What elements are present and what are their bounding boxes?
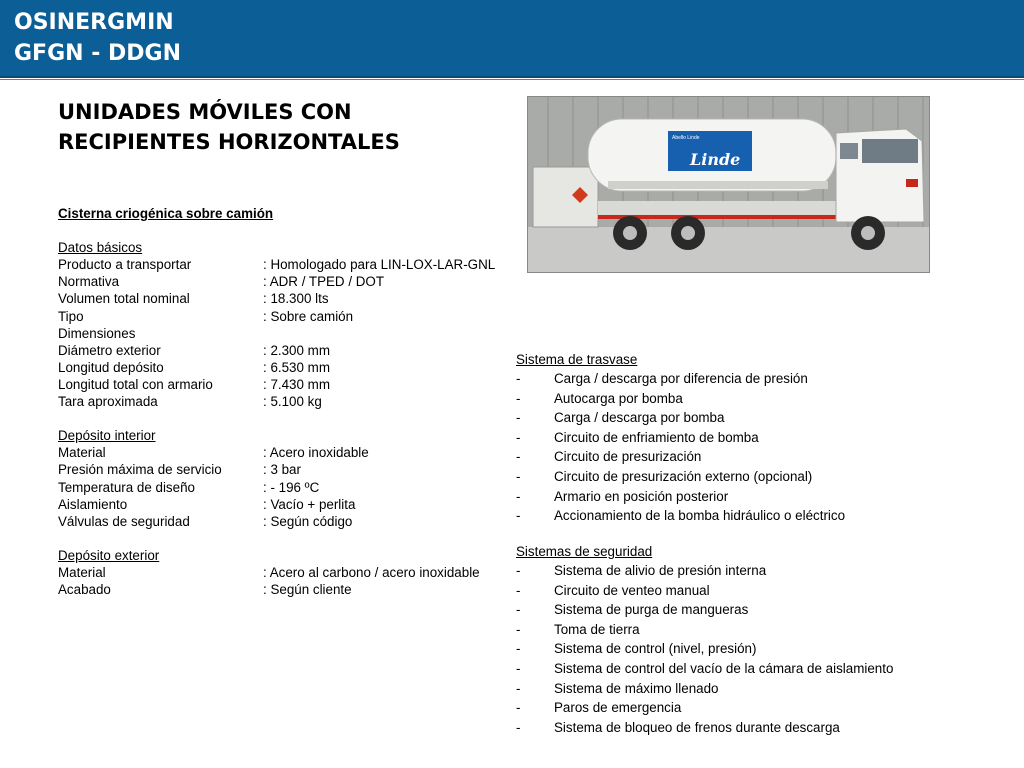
spec-row (58, 564, 518, 581)
spec-label: Longitud depósito (58, 359, 164, 375)
spec-value: : 18.300 lts (263, 291, 329, 307)
spec-label: Tipo (58, 308, 84, 324)
list-item-text: Sistema de control (nivel, presión) (554, 641, 757, 657)
page-title: UNIDADES MÓVILES CON RECIPIENTES HORIZONTALES (58, 100, 400, 154)
list-item-text: Carga / descarga por bomba (554, 410, 725, 426)
logo-small-text: Abello Linde (672, 135, 700, 141)
list-item (516, 389, 996, 409)
list-item (516, 408, 996, 428)
spec-row (58, 461, 518, 478)
spec-value: : Acero inoxidable (263, 445, 369, 461)
list-item (516, 659, 996, 679)
spec-row (58, 496, 518, 513)
list-item-text: Circuito de presurización externo (opcional) (554, 468, 813, 484)
transfer-system-list (516, 351, 996, 526)
list-item-text: Circuito de venteo manual (554, 582, 710, 598)
spec-row (58, 290, 518, 307)
list-item (516, 620, 996, 640)
spec-label: Normativa (58, 274, 120, 290)
spec-value: : Sobre camión (263, 308, 354, 324)
spec-sheet (58, 205, 521, 598)
bullet-dash: - (516, 468, 521, 484)
bullet-dash: - (516, 410, 521, 426)
spec-value: : - 196 ºC (263, 479, 320, 495)
spec-label: Diámetro exterior (58, 342, 161, 358)
spec-row (58, 325, 518, 342)
header-rule (0, 79, 1024, 80)
bullet-dash: - (516, 508, 521, 524)
bullet-dash: - (516, 563, 521, 578)
spec-label: Tara aproximada (58, 394, 158, 410)
spec-row (58, 256, 518, 273)
list-item-text: Sistema de bloqueo de frenos durante descarga (554, 719, 840, 735)
spec-value: : 2.300 mm (263, 342, 330, 358)
spec-label: Aislamiento (58, 496, 128, 512)
outer-tank-title: Depósito exterior (58, 547, 160, 563)
list-item (516, 487, 996, 507)
spec-heading: Cisterna criogénica sobre camión (58, 206, 274, 221)
safety-system-title: Sistemas de seguridad (516, 544, 653, 559)
spec-label: Volumen total nominal (58, 291, 190, 307)
list-item (516, 581, 996, 601)
spec-row (58, 513, 518, 530)
spec-label: Longitud total con armario (58, 376, 213, 392)
spec-row (58, 308, 518, 325)
spec-value: : 6.530 mm (263, 359, 330, 375)
spec-label: Temperatura de diseño (58, 479, 195, 495)
bullet-dash: - (516, 641, 521, 657)
org-division: GFGN - DDGN (14, 41, 181, 66)
spec-label: Presión máxima de servicio (58, 462, 222, 478)
list-item-text: Sistema de máximo llenado (554, 680, 719, 696)
basic-data-title: Datos básicos (58, 240, 143, 256)
transfer-system-title: Sistema de trasvase (516, 352, 638, 367)
list-item (516, 447, 996, 467)
list-item-text: Armario en posición posterior (554, 488, 729, 504)
spec-value: : Según cliente (263, 582, 352, 598)
list-item (516, 467, 996, 487)
spec-value: : Acero al carbono / acero inoxidable (263, 564, 480, 580)
spec-value: : Según código (263, 513, 353, 529)
spec-value: : 5.100 kg (263, 394, 322, 410)
bullet-dash: - (516, 488, 521, 504)
spec-row (58, 444, 518, 461)
list-item-text: Sistema de control del vacío de la cámara de aislamiento (554, 660, 894, 676)
spec-value: : Vacío + perlita (263, 496, 356, 512)
bullet-dash: - (516, 602, 521, 618)
bullet-dash: - (516, 700, 521, 716)
list-item-text: Sistema de alivio de presión interna (554, 563, 767, 578)
inner-tank-title: Depósito interior (58, 428, 156, 444)
bullet-dash: - (516, 660, 521, 676)
list-item (516, 428, 996, 448)
spec-value: : 7.430 mm (263, 376, 330, 392)
header-bar (0, 0, 1024, 78)
spec-value: : Homologado para LIN-LOX-LAR-GNL (263, 257, 496, 273)
truck-photo (527, 96, 930, 273)
list-item-text: Autocarga por bomba (554, 390, 683, 406)
spec-row (58, 581, 518, 598)
bullet-dash: - (516, 390, 521, 406)
list-item (516, 600, 996, 620)
list-item-text: Toma de tierra (554, 621, 640, 637)
list-item (516, 561, 996, 581)
list-item-text: Carga / descarga por diferencia de presión (554, 371, 808, 386)
list-item-text: Paros de emergencia (554, 700, 682, 716)
bullet-dash: - (516, 621, 521, 637)
list-item (516, 679, 996, 699)
spec-row (58, 273, 518, 290)
bullet-dash: - (516, 371, 521, 386)
spec-value: : 3 bar (263, 462, 301, 478)
bullet-dash: - (516, 429, 521, 445)
bullet-dash: - (516, 449, 521, 465)
list-item-text: Circuito de enfriamiento de bomba (554, 429, 759, 445)
org-name: OSINERGMIN (14, 10, 174, 35)
list-item-text: Accionamiento de la bomba hidráulico o eléctrico (554, 508, 846, 524)
list-item (516, 639, 996, 659)
spec-value: : ADR / TPED / DOT (263, 274, 385, 290)
list-item-text: Sistema de purga de mangueras (554, 602, 749, 618)
spec-label: Dimensiones (58, 325, 136, 341)
bullet-dash: - (516, 719, 521, 735)
safety-system-list (516, 543, 996, 737)
spec-label: Acabado (58, 582, 111, 598)
list-item-text: Circuito de presurización (554, 449, 702, 465)
spec-row (58, 359, 518, 376)
spec-label: Producto a transportar (58, 257, 192, 273)
linde-logo: Linde (690, 150, 741, 169)
bullet-dash: - (516, 582, 521, 598)
list-item (516, 369, 996, 389)
spec-row (58, 479, 518, 496)
bullet-dash: - (516, 680, 521, 696)
list-item (516, 506, 996, 526)
list-item (516, 718, 996, 738)
spec-row (58, 393, 518, 410)
spec-label: Material (58, 564, 106, 580)
spec-row (58, 376, 518, 393)
spec-label: Válvulas de seguridad (58, 513, 190, 529)
list-item (516, 698, 996, 718)
spec-row (58, 342, 518, 359)
spec-label: Material (58, 445, 106, 461)
